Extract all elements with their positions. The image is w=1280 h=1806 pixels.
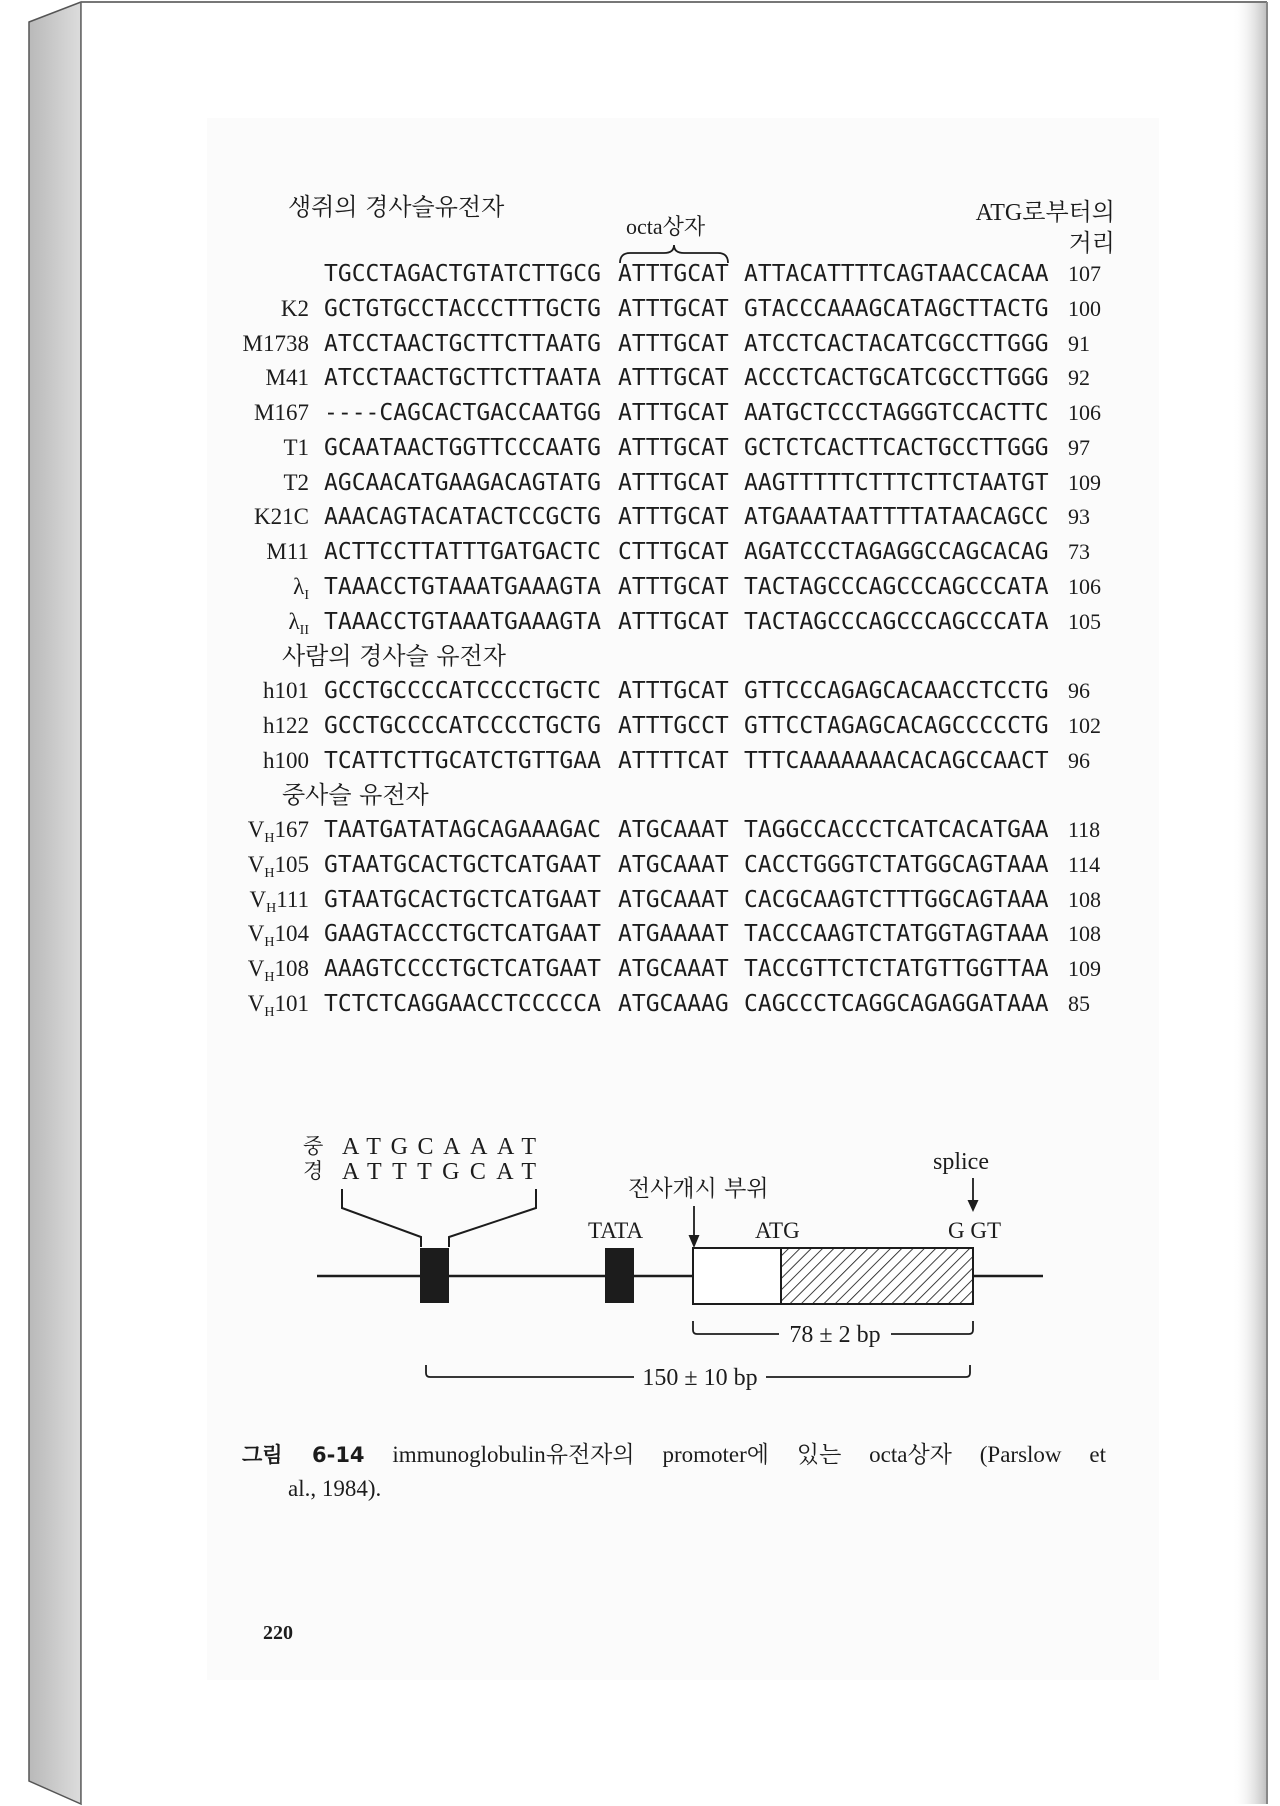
distance-header: ATG로부터의 xyxy=(975,200,1115,226)
sequence-name-main: T1 xyxy=(283,434,309,460)
upstream-sequence: GCTGTGCCTACCCTTTGCTG xyxy=(324,295,601,322)
sequence-name xyxy=(170,851,309,883)
promoter-span-bracket-right xyxy=(766,1365,970,1377)
sequence-name-subscript: I xyxy=(304,587,309,603)
upstream-sequence: AAACAGTACATACTCCGCTG xyxy=(324,504,601,531)
sequence-name xyxy=(170,677,309,709)
sequence-name xyxy=(170,816,309,848)
octamer-sequence: ATTTGCAT xyxy=(618,261,729,287)
sequence-name-main: V xyxy=(247,851,265,877)
sequence-row xyxy=(0,364,1280,392)
distance-from-atg: 108 xyxy=(1068,886,1101,912)
figure-caption-continued: al., 1984). xyxy=(288,1476,382,1501)
sequence-name-subscript: H xyxy=(264,831,275,846)
sequence-name-main: T2 xyxy=(283,469,309,495)
distance-from-atg: 107 xyxy=(1068,261,1101,286)
heavy-chain-octamer: ATGCAAAT xyxy=(342,1134,536,1160)
sequence-row xyxy=(0,677,1280,705)
octamer-sequence: ATTTTCAT xyxy=(618,747,729,774)
figure-number: 그림 6-14 xyxy=(242,1443,365,1467)
upstream-sequence: TCATTCTTGCATCTGTTGAA xyxy=(324,747,601,774)
sequence-name-main: λ xyxy=(288,608,300,634)
leader-span-bracket-right xyxy=(891,1321,973,1334)
sequence-row xyxy=(0,886,1280,914)
sequence-row xyxy=(0,851,1280,879)
octamer-sequence: ATTTGCAT xyxy=(618,295,729,322)
atg-label: ATG xyxy=(755,1218,800,1243)
sequence-row xyxy=(0,330,1280,358)
caption-text: immunoglobulin유전자의 promoter에 있는 octa상자 (Parslow et xyxy=(392,1442,1106,1467)
sequence-name xyxy=(170,538,309,570)
octamer-sequence: ATTTGCAT xyxy=(618,330,729,357)
octamer-sequence: ATGCAAAT xyxy=(618,851,729,878)
octamer-box xyxy=(420,1248,449,1303)
human-kappa-heading: 사람의 경사슬 유전자 xyxy=(282,642,506,671)
upstream-sequence: GTAATGCACTGCTCATGAAT xyxy=(324,851,601,878)
sequence-row xyxy=(0,295,1280,323)
upstream-sequence: GCAATAACTGGTTCCCAATG xyxy=(324,434,601,461)
downstream-sequence: ATTACATTTTCAGTAACCACAA xyxy=(744,261,1049,287)
distance-header-unit: 거리 xyxy=(1068,231,1115,257)
sequence-name xyxy=(170,330,309,362)
distance-from-atg: 114 xyxy=(1068,851,1101,877)
upstream-sequence: ATCCTAACTGCTTCTTAATG xyxy=(324,330,601,357)
octamer-sequence: ATTTGCAT xyxy=(618,678,729,704)
sequence-name xyxy=(170,920,309,952)
upstream-sequence: ----CAGCACTGACCAATGG xyxy=(324,400,601,426)
sequence-name-main: V xyxy=(247,921,265,947)
upstream-sequence: TGCCTAGACTGTATCTTGCG xyxy=(324,261,601,287)
sequence-row xyxy=(0,920,1280,951)
leader-region-box xyxy=(693,1248,781,1304)
sequence-name-main: V xyxy=(247,990,265,1016)
splice-site-label: G GT xyxy=(948,1218,1002,1243)
sequence-name-main: K2 xyxy=(280,295,309,321)
distance-from-atg: 102 xyxy=(1068,712,1101,738)
kappa-chain-octamer: ATTTGCAT xyxy=(342,1159,536,1185)
sequence-name-main: V xyxy=(247,956,265,981)
upstream-sequence: AAAGTCCCCTGCTCATGAAT xyxy=(324,956,601,982)
upstream-sequence: ATCCTAACTGCTTCTTAATA xyxy=(324,365,601,392)
downstream-sequence: TACCCAAGTCTATGGTAGTAAA xyxy=(744,921,1049,948)
distance-from-atg: 96 xyxy=(1068,747,1090,773)
octamer-sequence: ATGCAAAT xyxy=(618,956,729,982)
distance-from-atg: 91 xyxy=(1068,330,1090,356)
sequence-row xyxy=(0,503,1280,531)
downstream-sequence: ATGAAATAATTTTATAACAGCC xyxy=(744,504,1049,531)
sequence-name xyxy=(170,434,309,466)
downstream-sequence: TTTCAAAAAAACACAGCCAACT xyxy=(744,747,1049,774)
sequence-row xyxy=(0,434,1280,462)
distance-from-atg: 100 xyxy=(1068,295,1101,321)
octamer-sequence: ATTTGCCT xyxy=(618,712,729,739)
sequence-name-subscript: H xyxy=(266,900,277,916)
octamer-sequence: ATGAAAAT xyxy=(618,921,729,948)
downstream-sequence: TACTAGCCCAGCCCAGCCCATA xyxy=(744,608,1049,635)
sequence-name-main: K21C xyxy=(254,504,309,530)
sequence-name-subscript: H xyxy=(264,865,275,881)
sequence-name-number: 167 xyxy=(274,817,309,842)
figure-caption xyxy=(242,1438,1106,1472)
octamer-sequence: ATTTGCAT xyxy=(618,400,729,426)
downstream-sequence: CAGCCCTCAGGCAGAGGATAAA xyxy=(744,990,1049,1017)
distance-from-atg: 106 xyxy=(1068,573,1101,599)
downstream-sequence: GCTCTCACTTCACTGCCTTGGG xyxy=(744,434,1049,461)
upstream-sequence: TCTCTCAGGAACCTCCCCCA xyxy=(324,990,601,1017)
downstream-sequence: ACCCTCACTGCATCGCCTTGGG xyxy=(744,365,1049,392)
octamer-bracket-left xyxy=(342,1189,421,1247)
sequence-row xyxy=(0,469,1280,497)
octamer-sequence: ATGCAAAT xyxy=(618,886,729,913)
octamer-sequence: ATTTGCAT xyxy=(618,504,729,531)
leader-span-bracket-left xyxy=(693,1321,779,1334)
octamer-sequence: CTTTGCAT xyxy=(618,539,729,565)
sequence-row xyxy=(0,747,1280,775)
downstream-sequence: GTTCCTAGAGCACAGCCCCCTG xyxy=(744,712,1049,739)
sequence-name-main: M167 xyxy=(254,400,309,425)
sequence-name xyxy=(170,503,309,535)
downstream-sequence: GTACCCAAAGCATAGCTTACTG xyxy=(744,295,1049,322)
sequence-name-main: M11 xyxy=(266,539,309,564)
promoter-span-bracket-left xyxy=(426,1365,634,1377)
upstream-sequence: GCCTGCCCCATCCCCTGCTG xyxy=(324,712,601,739)
downstream-sequence: CACCTGGGTCTATGGCAGTAAA xyxy=(744,851,1049,878)
sequence-name-number: 105 xyxy=(274,851,309,877)
distance-from-atg: 105 xyxy=(1068,608,1101,634)
heavy-chain-marker: 중 xyxy=(303,1134,324,1158)
distance-from-atg: 118 xyxy=(1068,817,1101,842)
sequence-name-number: 111 xyxy=(276,886,309,912)
octamer-sequence: ATGCAAAT xyxy=(618,817,729,843)
sequence-row xyxy=(0,712,1280,740)
kappa-chain-marker: 경 xyxy=(303,1159,324,1183)
sequence-name-main: M41 xyxy=(265,365,309,391)
sequence-name-subscript: H xyxy=(264,1004,275,1020)
sequence-name-main: M1738 xyxy=(242,330,309,356)
sequence-name xyxy=(170,608,309,640)
sequence-name xyxy=(170,990,309,1022)
sequence-name-subscript: II xyxy=(299,622,309,638)
sequence-name-number: 104 xyxy=(274,921,309,947)
page-number: 220 xyxy=(263,1622,293,1644)
sequence-row xyxy=(0,990,1280,1018)
sequence-row xyxy=(0,955,1280,983)
sequence-name xyxy=(170,886,309,918)
sequence-name-subscript: H xyxy=(264,970,275,985)
downstream-sequence: AATGCTCCCTAGGGTCCACTTC xyxy=(744,400,1049,426)
distance-from-atg: 97 xyxy=(1068,434,1090,460)
sequence-name xyxy=(170,712,309,744)
distance-from-atg: 96 xyxy=(1068,678,1090,703)
upstream-sequence: GAAGTACCCTGCTCATGAAT xyxy=(324,921,601,948)
upstream-sequence: GTAATGCACTGCTCATGAAT xyxy=(324,886,601,913)
octamer-bracket-right xyxy=(449,1189,536,1247)
sequence-row xyxy=(0,608,1280,636)
octamer-sequence: ATTTGCAT xyxy=(618,608,729,635)
promoter-span-label: 150 ± 10 bp xyxy=(642,1365,758,1391)
sequence-name-subscript: H xyxy=(264,935,275,951)
octa-box-label: octa상자 xyxy=(626,214,706,239)
sequence-name xyxy=(170,399,309,431)
sequence-name-main: V xyxy=(247,817,265,842)
heavy-chain-heading: 중사슬 유전자 xyxy=(282,781,429,810)
splice-label: splice xyxy=(933,1149,989,1175)
distance-from-atg: 92 xyxy=(1068,365,1090,391)
sequence-name xyxy=(170,573,309,605)
sequence-row xyxy=(0,260,1280,288)
promoter-diagram xyxy=(0,1120,1280,1420)
sequence-row xyxy=(0,816,1280,844)
downstream-sequence: AGATCCCTAGAGGCCAGCACAG xyxy=(744,539,1049,565)
sequence-name-number: 101 xyxy=(274,990,309,1016)
sequence-name xyxy=(170,469,309,501)
sequence-name xyxy=(170,955,309,987)
downstream-sequence: AAGTTTTTCTTTCTTCTAATGT xyxy=(744,469,1049,496)
transcription-start-label: 전사개시 부위 xyxy=(628,1176,769,1202)
leader-span-label: 78 ± 2 bp xyxy=(789,1322,881,1348)
downstream-sequence: TACCGTTCTCTATGTTGGTTAA xyxy=(744,956,1049,982)
mouse-kappa-heading: 생쥐의 경사슬유전자 xyxy=(288,193,505,221)
downstream-sequence: CACGCAAGTCTTTGGCAGTAAA xyxy=(744,886,1049,913)
upstream-sequence: GCCTGCCCCATCCCCTGCTC xyxy=(324,678,601,704)
tata-label: TATA xyxy=(588,1218,644,1243)
octamer-sequence: ATTTGCAT xyxy=(618,434,729,461)
downstream-sequence: ATCCTCACTACATCGCCTTGGG xyxy=(744,330,1049,357)
transcription-start-arrowhead xyxy=(689,1235,700,1248)
distance-from-atg: 109 xyxy=(1068,469,1101,495)
sequence-name-main: h122 xyxy=(263,712,309,738)
upstream-sequence: ACTTCCTTATTTGATGACTC xyxy=(324,539,601,565)
distance-from-atg: 85 xyxy=(1068,990,1090,1016)
splice-arrowhead xyxy=(968,1200,979,1212)
tata-box xyxy=(605,1248,634,1303)
sequence-name-main: h100 xyxy=(263,747,309,773)
sequence-row xyxy=(0,399,1280,427)
octamer-sequence: ATGCAAAG xyxy=(618,990,729,1017)
sequence-name xyxy=(170,364,309,396)
sequence-name-main: V xyxy=(249,886,267,912)
octamer-sequence: ATTTGCAT xyxy=(618,573,729,600)
octamer-sequence: ATTTGCAT xyxy=(618,365,729,392)
sequence-row xyxy=(0,573,1280,601)
distance-from-atg: 106 xyxy=(1068,400,1101,425)
upstream-sequence: AGCAACATGAAGACAGTATG xyxy=(324,469,601,496)
octamer-sequence: ATTTGCAT xyxy=(618,469,729,496)
distance-from-atg: 108 xyxy=(1068,921,1101,947)
downstream-sequence: GTTCCCAGAGCACAACCTCCTG xyxy=(744,678,1049,704)
sequence-name xyxy=(170,295,309,327)
downstream-sequence: TACTAGCCCAGCCCAGCCCATA xyxy=(744,573,1049,600)
sequence-name-main: h101 xyxy=(263,678,309,703)
upstream-sequence: TAATGATATAGCAGAAAGAC xyxy=(324,817,601,843)
distance-from-atg: 73 xyxy=(1068,539,1090,564)
sequence-name-main: λ xyxy=(293,573,305,599)
upstream-sequence: TAAACCTGTAAATGAAAGTA xyxy=(324,573,601,600)
downstream-sequence: TAGGCCACCCTCATCACATGAA xyxy=(744,817,1049,843)
distance-from-atg: 109 xyxy=(1068,956,1101,981)
sequence-row xyxy=(0,538,1280,566)
sequence-name xyxy=(170,747,309,779)
distance-from-atg: 93 xyxy=(1068,504,1090,530)
upstream-sequence: TAAACCTGTAAATGAAAGTA xyxy=(324,608,601,635)
coding-region-box xyxy=(781,1248,973,1304)
sequence-name-number: 108 xyxy=(274,956,309,981)
